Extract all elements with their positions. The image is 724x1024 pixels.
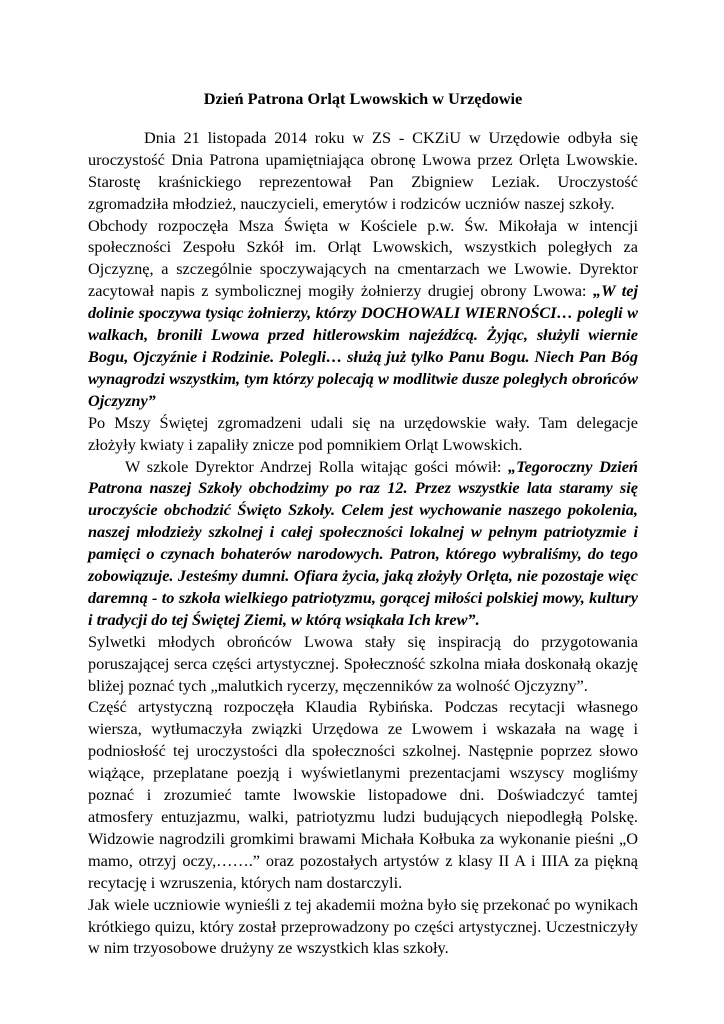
paragraph-artistic-program: Część artystyczną rozpoczęła Klaudia Rybińska. Podczas recytacji własnego wiersza, wytłumaczyła związki Urzędowa ze Lwowem i wskazała na wagę i podniosłość tej uroczystości dla społeczności szkolnej. Następnie poprzez słowo wiążące, przeplatane poezją i wyświetlanymi prezentacjami wszyscy mogliśmy poznać i zrozumieć tamte lwowskie listopadowe dni. Doświadczyć tamtej atmosfery entuzjazmu, walki, patriotyzmu ludzi budujących niepodległą Polskę. Widzowie nagrodzili gromkimi brawami Michała Kołbuka za wykonanie pieśni „O mamo, otrzyj oczy,…….” oraz pozostałych artystów z klasy II A i IIIA za piękną recytację i wzruszenia, których nam dostarczyli. [88,697,638,892]
grave-inscription-quote: „W tej dolinie spoczywa tysiąc żołnierzy, którzy DOCHOWALI WIERNOŚCI… polegli w walkach, bronili Lwowa przed hitlerowskim najeźdźcą. Żyjąc, służyli wiernie Bogu, Ojczyźnie i Rodzinie. Polegli… służą już tylko Panu Bogu. Niech Pan Bóg wynagrodzi wszystkim, tym którzy polecają w modlitwie dusze poległych obrońców Ojczyzny” [88,281,639,410]
paragraph-ramparts: Po Mszy Świętej zgromadzeni udali się na urzędowskie wały. Tam delegacje złożyły kwiaty i zapaliły znicze pod pomnikiem Orląt Lwowskich. [88,412,638,454]
paragraph-artistic-inspiration: Sylwetki młodych obrońców Lwowa stały się inspiracją do przygotowania poruszającej serca części artystycznej. Społeczność szkolna miała doskonałą okazję bliżej poznać tych „malutkich rycerzy, męczenników za wolność Ojczyzny”. [88,631,638,695]
paragraph-mass-text: Obchody rozpoczęła Msza Święta w Kościele p.w. Św. Mikołaja w intencji społeczności Zespołu Szkół im. Orląt Lwowskich, wszystkich poległych za Ojczyznę, a szczególnie spoczywających na cmentarzach we Lwowie. Dyrektor zacytował napis z symbolicznej mogiły żołnierzy drugiej obrony Lwowa: [88,215,638,301]
paragraph-intro: Dnia 21 listopada 2014 roku w ZS - CKZiU w Urzędowie odbyła się uroczystość Dnia Patrona upamiętniająca obronę Lwowa przez Orlęta Lwowskie. Starostę kraśnickiego reprezentował Pan Zbigniew Leziak. Uroczystość zgromadziła młodzież, nauczycieli, emerytów i rodziców uczniów naszej szkoły. [88,127,638,213]
paragraph-quiz: Jak wiele uczniowie wynieśli z tej akademii można było się przekonać po wynikach krótkiego quizu, który został przeprowadzony po części artystycznej. Uczestniczyły w nim trzyosobowe drużyny ze wszystkich klas szkoły. [88,894,638,958]
paragraph-director-text: W szkole Dyrektor Andrzej Rolla witając gości mówił: [125,456,509,476]
document-title: Dzień Patrona Orląt Lwowskich w Urzędowie [203,89,523,108]
paragraph-mass [88,215,638,412]
director-speech-quote: „Tegoroczny Dzień Patrona naszej Szkoły obchodzimy po raz 12. Przez wszystkie lata staramy się uroczyście obchodzić Święto Szkoły. Celem jest wychowanie naszego pokolenia, naszej młodzieży szkolnej i całej społeczności lokalnej w pełnym patriotyzmie i pamięci o czynach bohaterów narodowych. Patron, którego wybraliśmy, do tego zobowiązuje. Jesteśmy dumni. Ofiara życia, jaką złożyły Orlęta, nie pozostaje więc daremną - to szkoła wielkiego patriotyzmu, gorącej miłości polskiej mowy, kultury i tradycji do tej Świętej Ziemi, w którą wsiąkała Ich krew”. [88,456,638,629]
paragraph-director-speech [88,456,638,631]
